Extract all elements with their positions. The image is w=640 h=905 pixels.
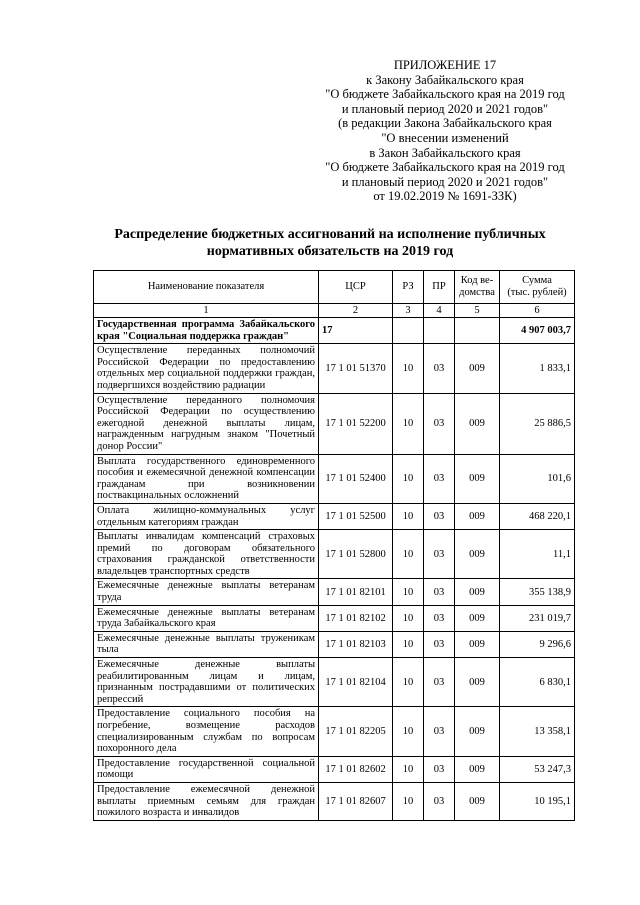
row-name: Предоставление ежемесячной денежной выплаты приемным семьям для граждан пожилого возраста и инвалидов (94, 782, 319, 820)
row-kod: 009 (455, 530, 500, 579)
row-rz: 10 (393, 605, 424, 631)
row-pr: 03 (424, 503, 455, 529)
row-pr: 03 (424, 782, 455, 820)
row-rz: 10 (393, 782, 424, 820)
row-rz: 10 (393, 344, 424, 393)
row-sum: 13 358,1 (500, 707, 575, 756)
table-row (94, 579, 575, 605)
col-header-rz: РЗ (393, 271, 424, 304)
row-csr: 17 1 01 51370 (319, 344, 393, 393)
row-pr: 03 (424, 756, 455, 782)
row-kod: 009 (455, 756, 500, 782)
row-name: Оплата жилищно-коммунальных услуг отдельным категориям граждан (94, 503, 319, 529)
title-line-2: нормативных обязательств на 2019 год (206, 244, 454, 259)
row-csr: 17 1 01 52500 (319, 503, 393, 529)
table-row (94, 707, 575, 756)
table-row (94, 318, 575, 344)
table-row (94, 344, 575, 393)
col-header-pr: ПР (424, 271, 455, 304)
column-number: 4 (424, 304, 455, 318)
table-row (94, 530, 575, 579)
row-name: Ежемесячные денежные выплаты реабилитированным лицам и лицам, признанным пострадавшими от политических репрессий (94, 658, 319, 707)
row-name: Ежемесячные денежные выплаты труженикам тыла (94, 631, 319, 657)
row-kod (455, 318, 500, 344)
row-sum: 355 138,9 (500, 579, 575, 605)
row-pr: 03 (424, 344, 455, 393)
table-row (94, 782, 575, 820)
row-name: Выплаты инвалидам компенсаций страховых премий по договорам обязательного страхования гражданской ответственности владельцев транспортных средств (94, 530, 319, 579)
column-number: 5 (455, 304, 500, 318)
row-rz: 10 (393, 658, 424, 707)
col-header-kod (455, 271, 500, 304)
col-header-kod-line1: Код ве- (460, 275, 494, 286)
row-kod: 009 (455, 658, 500, 707)
row-rz: 10 (393, 631, 424, 657)
row-kod: 009 (455, 707, 500, 756)
row-pr (424, 318, 455, 344)
row-sum: 9 296,6 (500, 631, 575, 657)
header-line: "О бюджете Забайкальского края на 2019 год (325, 160, 565, 175)
row-pr: 03 (424, 605, 455, 631)
row-csr: 17 1 01 82104 (319, 658, 393, 707)
row-rz: 10 (393, 579, 424, 605)
row-csr: 17 1 01 52200 (319, 393, 393, 454)
row-sum: 6 830,1 (500, 658, 575, 707)
document-title (60, 226, 600, 260)
row-pr: 03 (424, 658, 455, 707)
row-kod: 009 (455, 782, 500, 820)
row-sum: 10 195,1 (500, 782, 575, 820)
row-csr: 17 1 01 82102 (319, 605, 393, 631)
column-number: 6 (500, 304, 575, 318)
column-number: 2 (319, 304, 393, 318)
table-row (94, 454, 575, 503)
table-row (94, 756, 575, 782)
row-kod: 009 (455, 344, 500, 393)
column-number-row (94, 304, 575, 318)
row-sum: 25 886,5 (500, 393, 575, 454)
row-name: Осуществление переданного полномочия Российской Федерации по осуществлению ежегодной денежной выплаты лицам, награжденным нагрудным знаком "Почетный донор России" (94, 393, 319, 454)
row-name: Ежемесячные денежные выплаты ветеранам труда Забайкальского края (94, 605, 319, 631)
header-line: в Закон Забайкальского края (369, 145, 521, 160)
row-name: Предоставление социального пособия на погребение, возмещение расходов специализированным службам по вопросам похоронного дела (94, 707, 319, 756)
col-header-csr: ЦСР (319, 271, 393, 304)
row-kod: 009 (455, 454, 500, 503)
header-line: к Закону Забайкальского края (366, 72, 524, 87)
row-rz: 10 (393, 530, 424, 579)
column-number: 3 (393, 304, 424, 318)
row-sum: 231 019,7 (500, 605, 575, 631)
row-sum: 11,1 (500, 530, 575, 579)
header-line: "О бюджете Забайкальского края на 2019 год (325, 87, 565, 102)
table-row (94, 393, 575, 454)
appendix-header (300, 58, 590, 204)
row-sum: 1 833,1 (500, 344, 575, 393)
title-line-1: Распределение бюджетных ассигнований на исполнение публичных (114, 227, 546, 242)
row-sum: 53 247,3 (500, 756, 575, 782)
header-line: ПРИЛОЖЕНИЕ 17 (393, 58, 497, 72)
column-number: 1 (94, 304, 319, 318)
row-csr: 17 1 01 52400 (319, 454, 393, 503)
header-line: и плановый период 2020 и 2021 годов" (341, 101, 549, 116)
col-header-sum-line1: Сумма (522, 275, 552, 286)
table-header-row (94, 271, 575, 304)
row-rz: 10 (393, 503, 424, 529)
row-rz: 10 (393, 756, 424, 782)
row-name: Осуществление переданных полномочий Российской Федерации по предоставлению отдельных мер социальной поддержки граждан, подвергшихся воздействию радиации (94, 344, 319, 393)
row-kod: 009 (455, 579, 500, 605)
row-kod: 009 (455, 631, 500, 657)
row-pr: 03 (424, 631, 455, 657)
row-name: Государственная программа Забайкальского края "Социальная поддержка граждан" (94, 318, 319, 344)
row-pr: 03 (424, 579, 455, 605)
row-csr: 17 1 01 52800 (319, 530, 393, 579)
row-rz: 10 (393, 454, 424, 503)
col-header-kod-line2: домства (459, 287, 495, 298)
col-header-name: Наименование показателя (94, 271, 319, 304)
row-pr: 03 (424, 530, 455, 579)
row-kod: 009 (455, 503, 500, 529)
row-csr: 17 1 01 82205 (319, 707, 393, 756)
row-csr: 17 1 01 82101 (319, 579, 393, 605)
row-kod: 009 (455, 393, 500, 454)
row-pr: 03 (424, 393, 455, 454)
col-header-sum (500, 271, 575, 304)
row-name: Предоставление государственной социальной помощи (94, 756, 319, 782)
row-name: Ежемесячные денежные выплаты ветеранам труда (94, 579, 319, 605)
row-csr: 17 1 01 82103 (319, 631, 393, 657)
row-rz: 10 (393, 707, 424, 756)
row-rz (393, 318, 424, 344)
header-line: (в редакции Закона Забайкальского края (338, 116, 552, 131)
row-sum: 4 907 003,7 (500, 318, 575, 344)
row-sum: 468 220,1 (500, 503, 575, 529)
col-header-sum-line2: (тыс. рублей) (507, 287, 567, 298)
row-sum: 101,6 (500, 454, 575, 503)
header-line: от 19.02.2019 № 1691-ЗЗК) (373, 189, 517, 204)
row-pr: 03 (424, 454, 455, 503)
table-row (94, 658, 575, 707)
table-row (94, 631, 575, 657)
table-row (94, 503, 575, 529)
row-pr: 03 (424, 707, 455, 756)
row-rz: 10 (393, 393, 424, 454)
header-line: и плановый период 2020 и 2021 годов" (341, 174, 549, 189)
row-csr: 17 1 01 82602 (319, 756, 393, 782)
header-line: "О внесении изменений (381, 130, 509, 145)
row-name: Выплата государственного единовременного пособия и ежемесячной денежной компенсации гражданам при возникновении поствакцинальных осложнений (94, 454, 319, 503)
table-row (94, 605, 575, 631)
budget-table (93, 270, 575, 821)
row-csr: 17 (319, 318, 393, 344)
row-kod: 009 (455, 605, 500, 631)
row-csr: 17 1 01 82607 (319, 782, 393, 820)
